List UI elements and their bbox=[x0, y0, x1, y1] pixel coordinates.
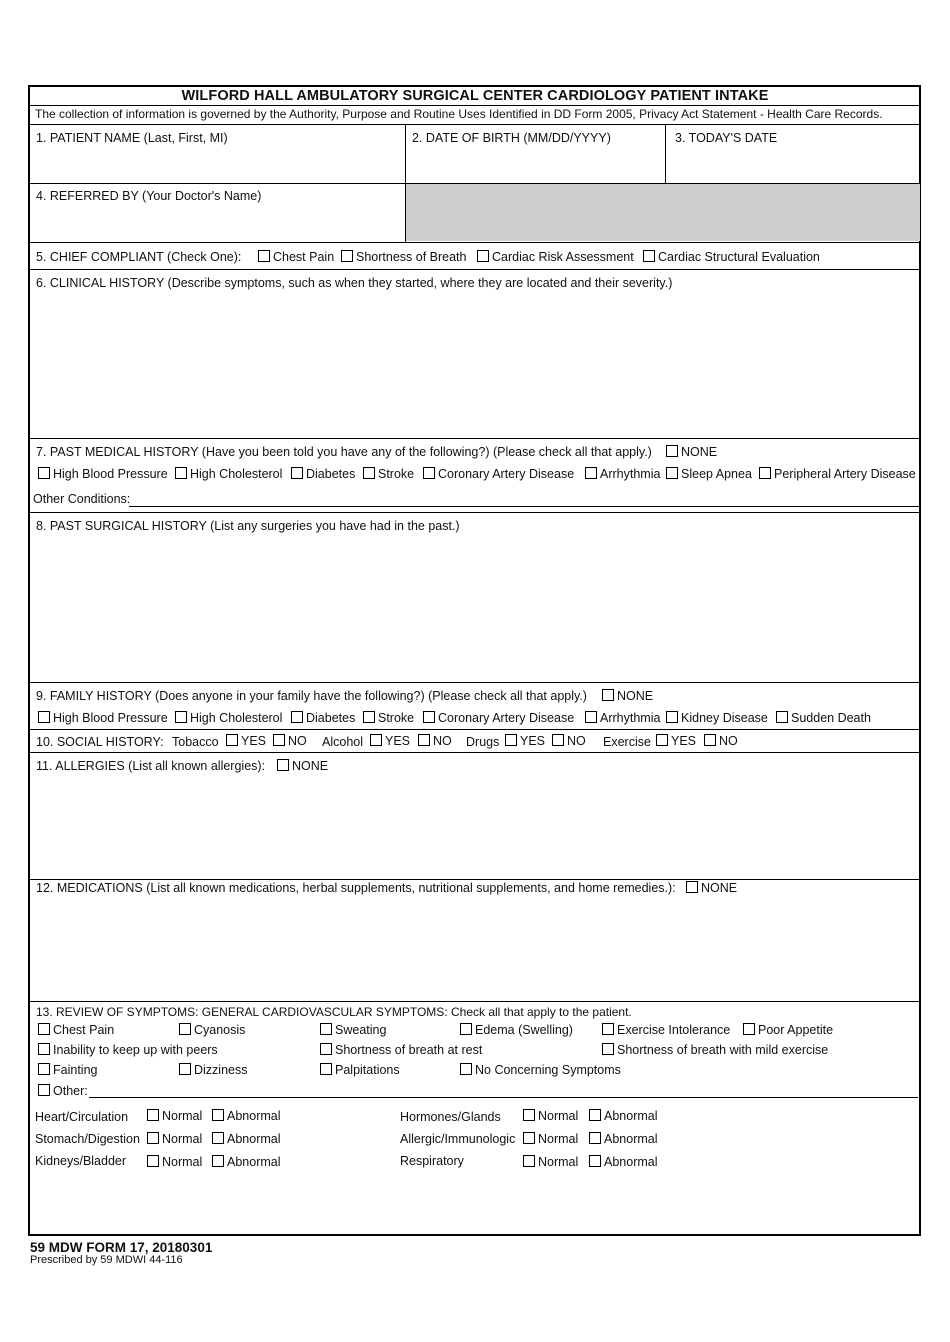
checkbox-icon[interactable] bbox=[656, 734, 668, 746]
tobacco-yes[interactable]: YES bbox=[226, 734, 266, 748]
pmh-option[interactable]: Diabetes bbox=[291, 467, 355, 481]
system-abnormal[interactable]: Abnormal bbox=[212, 1109, 281, 1123]
checkbox-icon[interactable] bbox=[341, 250, 353, 262]
pmh-option[interactable]: High Cholesterol bbox=[175, 467, 282, 481]
checkbox-icon[interactable] bbox=[38, 1023, 50, 1035]
chief-complaint-risk[interactable]: Cardiac Risk Assessment bbox=[477, 250, 634, 264]
checkbox-icon[interactable] bbox=[589, 1132, 601, 1144]
checkbox-icon[interactable] bbox=[38, 1084, 50, 1096]
ros-option[interactable]: Chest Pain bbox=[38, 1023, 114, 1037]
divider bbox=[29, 124, 920, 125]
past-surgical-field[interactable]: 8. PAST SURGICAL HISTORY (List any surgeries you have had in the past.) bbox=[36, 519, 460, 533]
checkbox-icon[interactable] bbox=[776, 711, 788, 723]
system-normal[interactable]: Normal bbox=[147, 1109, 202, 1123]
checkbox-icon[interactable] bbox=[423, 711, 435, 723]
system-label: Hormones/Glands bbox=[400, 1110, 501, 1124]
system-normal[interactable]: Normal bbox=[147, 1155, 202, 1169]
system-label: Kidneys/Bladder bbox=[35, 1154, 127, 1168]
checkbox-icon[interactable] bbox=[759, 467, 771, 479]
fh-option[interactable]: High Cholesterol bbox=[175, 711, 282, 725]
social-history-label: 10. SOCIAL HISTORY: bbox=[36, 735, 164, 749]
fh-option[interactable]: High Blood Pressure bbox=[38, 711, 168, 725]
drugs-no[interactable]: NO bbox=[552, 734, 586, 748]
checkbox-icon[interactable] bbox=[602, 689, 614, 701]
checkbox-icon[interactable] bbox=[602, 1023, 614, 1035]
checkbox-icon[interactable] bbox=[273, 734, 285, 746]
checkbox-icon[interactable] bbox=[552, 734, 564, 746]
system-normal[interactable]: Normal bbox=[147, 1132, 202, 1146]
checkbox-icon[interactable] bbox=[589, 1155, 601, 1167]
checkbox-icon[interactable] bbox=[38, 467, 50, 479]
checkbox-icon[interactable] bbox=[418, 734, 430, 746]
checkbox-icon[interactable] bbox=[370, 734, 382, 746]
social-alcohol-label: Alcohol bbox=[322, 735, 363, 749]
dob-field[interactable]: 2. DATE OF BIRTH (MM/DD/YYYY) bbox=[412, 131, 611, 145]
ros-option[interactable]: Dizziness bbox=[179, 1063, 248, 1077]
checkbox-icon[interactable] bbox=[743, 1023, 755, 1035]
system-abnormal[interactable]: Abnormal bbox=[589, 1109, 658, 1123]
past-medical-none[interactable]: NONE bbox=[666, 445, 717, 459]
system-label: Stomach/Digestion bbox=[35, 1132, 140, 1146]
chief-complaint-sob[interactable]: Shortness of Breath bbox=[341, 250, 466, 264]
system-label: Heart/Circulation bbox=[35, 1110, 129, 1124]
divider bbox=[29, 682, 920, 683]
form-id: 59 MDW FORM 17, 20180301 bbox=[30, 1240, 213, 1255]
ros-option[interactable]: Exercise Intolerance bbox=[602, 1023, 730, 1037]
checkbox-icon[interactable] bbox=[175, 467, 187, 479]
ros-option[interactable]: Fainting bbox=[38, 1063, 97, 1077]
checkbox-icon[interactable] bbox=[291, 467, 303, 479]
ros-option[interactable]: Cyanosis bbox=[179, 1023, 245, 1037]
checkbox-icon[interactable] bbox=[38, 1063, 50, 1075]
pmh-option[interactable]: Stroke bbox=[363, 467, 414, 481]
checkbox-icon[interactable] bbox=[179, 1063, 191, 1075]
family-history-label: 9. FAMILY HISTORY (Does anyone in your family have the following?) (Please check all that apply.) bbox=[36, 689, 587, 703]
checkbox-icon[interactable] bbox=[602, 1043, 614, 1055]
checkbox-icon[interactable] bbox=[147, 1155, 159, 1167]
fh-option[interactable]: Arrhythmia bbox=[585, 711, 660, 725]
checkbox-icon[interactable] bbox=[147, 1132, 159, 1144]
system-abnormal[interactable]: Abnormal bbox=[212, 1132, 281, 1146]
ros-option[interactable]: Poor Appetite bbox=[743, 1023, 833, 1037]
fh-option[interactable]: Coronary Artery Disease bbox=[423, 711, 574, 725]
divider bbox=[665, 124, 666, 183]
system-abnormal[interactable]: Abnormal bbox=[212, 1155, 281, 1169]
drugs-yes[interactable]: YES bbox=[505, 734, 545, 748]
fh-option[interactable]: Sudden Death bbox=[776, 711, 871, 725]
checkbox-icon[interactable] bbox=[523, 1155, 535, 1167]
exercise-yes[interactable]: YES bbox=[656, 734, 696, 748]
divider bbox=[29, 183, 920, 184]
checkbox-icon[interactable] bbox=[423, 467, 435, 479]
alcohol-yes[interactable]: YES bbox=[370, 734, 410, 748]
privacy-notice: The collection of information is governed by the Authority, Purpose and Routine Uses Identified in DD Form 2005, Privacy Act Statement - Health Care Records. bbox=[35, 107, 883, 121]
checkbox-icon[interactable] bbox=[460, 1063, 472, 1075]
clinical-history-field[interactable]: 6. CLINICAL HISTORY (Describe symptoms, such as when they started, where they are located and their severity.) bbox=[36, 276, 673, 290]
checkbox-icon[interactable] bbox=[212, 1155, 224, 1167]
system-label: Respiratory bbox=[400, 1154, 464, 1168]
checkbox-icon[interactable] bbox=[212, 1109, 224, 1121]
ros-other-input[interactable] bbox=[89, 1097, 918, 1098]
ros-option[interactable]: Sweating bbox=[320, 1023, 386, 1037]
ros-option[interactable]: Shortness of breath at rest bbox=[320, 1043, 482, 1057]
social-drugs-label: Drugs bbox=[466, 735, 500, 749]
checkbox-icon[interactable] bbox=[320, 1063, 332, 1075]
ros-option[interactable]: No Concerning Symptoms bbox=[460, 1063, 621, 1077]
allergies-field[interactable]: 11. ALLERGIES (List all known allergies): bbox=[36, 759, 266, 773]
other-conditions-label: Other Conditions: bbox=[33, 492, 131, 506]
checkbox-icon[interactable] bbox=[589, 1109, 601, 1121]
patient-name-field[interactable]: 1. PATIENT NAME (Last, First, MI) bbox=[36, 131, 228, 145]
form-title: WILFORD HALL AMBULATORY SURGICAL CENTER CARDIOLOGY PATIENT INTAKE bbox=[181, 88, 769, 104]
checkbox-icon[interactable] bbox=[147, 1109, 159, 1121]
fh-option[interactable]: Diabetes bbox=[291, 711, 355, 725]
checkbox-icon[interactable] bbox=[505, 734, 517, 746]
exercise-no[interactable]: NO bbox=[704, 734, 738, 748]
chief-complaint-chest-pain[interactable]: Chest Pain bbox=[258, 250, 334, 264]
other-conditions-input[interactable] bbox=[129, 506, 919, 507]
medications-none[interactable]: NONE bbox=[686, 881, 737, 895]
shaded-area bbox=[406, 184, 920, 241]
checkbox-icon[interactable] bbox=[666, 467, 678, 479]
divider bbox=[29, 879, 920, 880]
checkbox-icon[interactable] bbox=[523, 1132, 535, 1144]
checkbox-icon[interactable] bbox=[686, 881, 698, 893]
checkbox-icon[interactable] bbox=[666, 445, 678, 457]
ros-other[interactable]: Other: bbox=[38, 1084, 88, 1098]
social-exercise-label: Exercise bbox=[603, 735, 651, 749]
pmh-option[interactable]: High Blood Pressure bbox=[38, 467, 168, 481]
ros-option[interactable]: Shortness of breath with mild exercise bbox=[602, 1043, 828, 1057]
tobacco-no[interactable]: NO bbox=[273, 734, 307, 748]
checkbox-icon[interactable] bbox=[277, 759, 289, 771]
checkbox-icon[interactable] bbox=[38, 711, 50, 723]
ros-option[interactable]: Palpitations bbox=[320, 1063, 400, 1077]
checkbox-icon[interactable] bbox=[704, 734, 716, 746]
ros-option[interactable]: Inability to keep up with peers bbox=[38, 1043, 218, 1057]
system-normal[interactable]: Normal bbox=[523, 1109, 578, 1123]
checkbox-icon[interactable] bbox=[523, 1109, 535, 1121]
divider bbox=[29, 269, 920, 270]
medications-field[interactable]: 12. MEDICATIONS (List all known medications, herbal supplements, nutritional supplements, and home remedies.): bbox=[36, 881, 676, 895]
checkbox-icon[interactable] bbox=[666, 711, 678, 723]
referred-by-field[interactable]: 4. REFERRED BY (Your Doctor's Name) bbox=[36, 189, 262, 203]
divider bbox=[29, 438, 920, 439]
divider bbox=[29, 729, 920, 730]
checkbox-icon[interactable] bbox=[38, 1043, 50, 1055]
pmh-option[interactable]: Peripheral Artery Disease bbox=[759, 467, 916, 481]
checkbox-icon[interactable] bbox=[175, 711, 187, 723]
todays-date-field[interactable]: 3. TODAY'S DATE bbox=[675, 131, 778, 145]
fh-option[interactable]: Kidney Disease bbox=[666, 711, 768, 725]
checkbox-icon[interactable] bbox=[320, 1023, 332, 1035]
review-label: 13. REVIEW OF SYMPTOMS: GENERAL CARDIOVASCULAR SYMPTOMS: Check all that apply to the patient. bbox=[36, 1005, 632, 1019]
allergies-none[interactable]: NONE bbox=[277, 759, 328, 773]
system-normal[interactable]: Normal bbox=[523, 1155, 578, 1169]
divider bbox=[29, 1001, 920, 1002]
fh-option[interactable]: Stroke bbox=[363, 711, 414, 725]
checkbox-icon[interactable] bbox=[363, 467, 375, 479]
divider bbox=[29, 752, 920, 753]
divider bbox=[29, 105, 920, 106]
alcohol-no[interactable]: NO bbox=[418, 734, 452, 748]
checkbox-icon[interactable] bbox=[291, 711, 303, 723]
system-normal[interactable]: Normal bbox=[523, 1132, 578, 1146]
divider bbox=[405, 124, 406, 242]
pmh-option[interactable]: Coronary Artery Disease bbox=[423, 467, 574, 481]
checkbox-icon[interactable] bbox=[477, 250, 489, 262]
checkbox-icon[interactable] bbox=[585, 711, 597, 723]
checkbox-icon[interactable] bbox=[643, 250, 655, 262]
checkbox-icon[interactable] bbox=[179, 1023, 191, 1035]
chief-complaint-label: 5. CHIEF COMPLIANT (Check One): bbox=[36, 250, 242, 264]
checkbox-icon[interactable] bbox=[258, 250, 270, 262]
checkbox-icon[interactable] bbox=[585, 467, 597, 479]
chief-complaint-structural[interactable]: Cardiac Structural Evaluation bbox=[643, 250, 820, 264]
pmh-option[interactable]: Sleep Apnea bbox=[666, 467, 752, 481]
system-abnormal[interactable]: Abnormal bbox=[589, 1155, 658, 1169]
family-history-none[interactable]: NONE bbox=[602, 689, 653, 703]
divider bbox=[29, 512, 920, 513]
system-label: Allergic/Immunologic bbox=[400, 1132, 516, 1146]
pmh-option[interactable]: Arrhythmia bbox=[585, 467, 660, 481]
ros-option[interactable]: Edema (Swelling) bbox=[460, 1023, 573, 1037]
checkbox-icon[interactable] bbox=[363, 711, 375, 723]
checkbox-icon[interactable] bbox=[460, 1023, 472, 1035]
system-abnormal[interactable]: Abnormal bbox=[589, 1132, 658, 1146]
past-medical-label: 7. PAST MEDICAL HISTORY (Have you been told you have any of the following?) (Please check all that apply.) bbox=[36, 445, 652, 459]
divider bbox=[29, 242, 920, 243]
social-tobacco-label: Tobacco bbox=[172, 735, 219, 749]
checkbox-icon[interactable] bbox=[226, 734, 238, 746]
checkbox-icon[interactable] bbox=[320, 1043, 332, 1055]
prescribed-by: Prescribed by 59 MDWI 44-116 bbox=[30, 1254, 183, 1266]
checkbox-icon[interactable] bbox=[212, 1132, 224, 1144]
